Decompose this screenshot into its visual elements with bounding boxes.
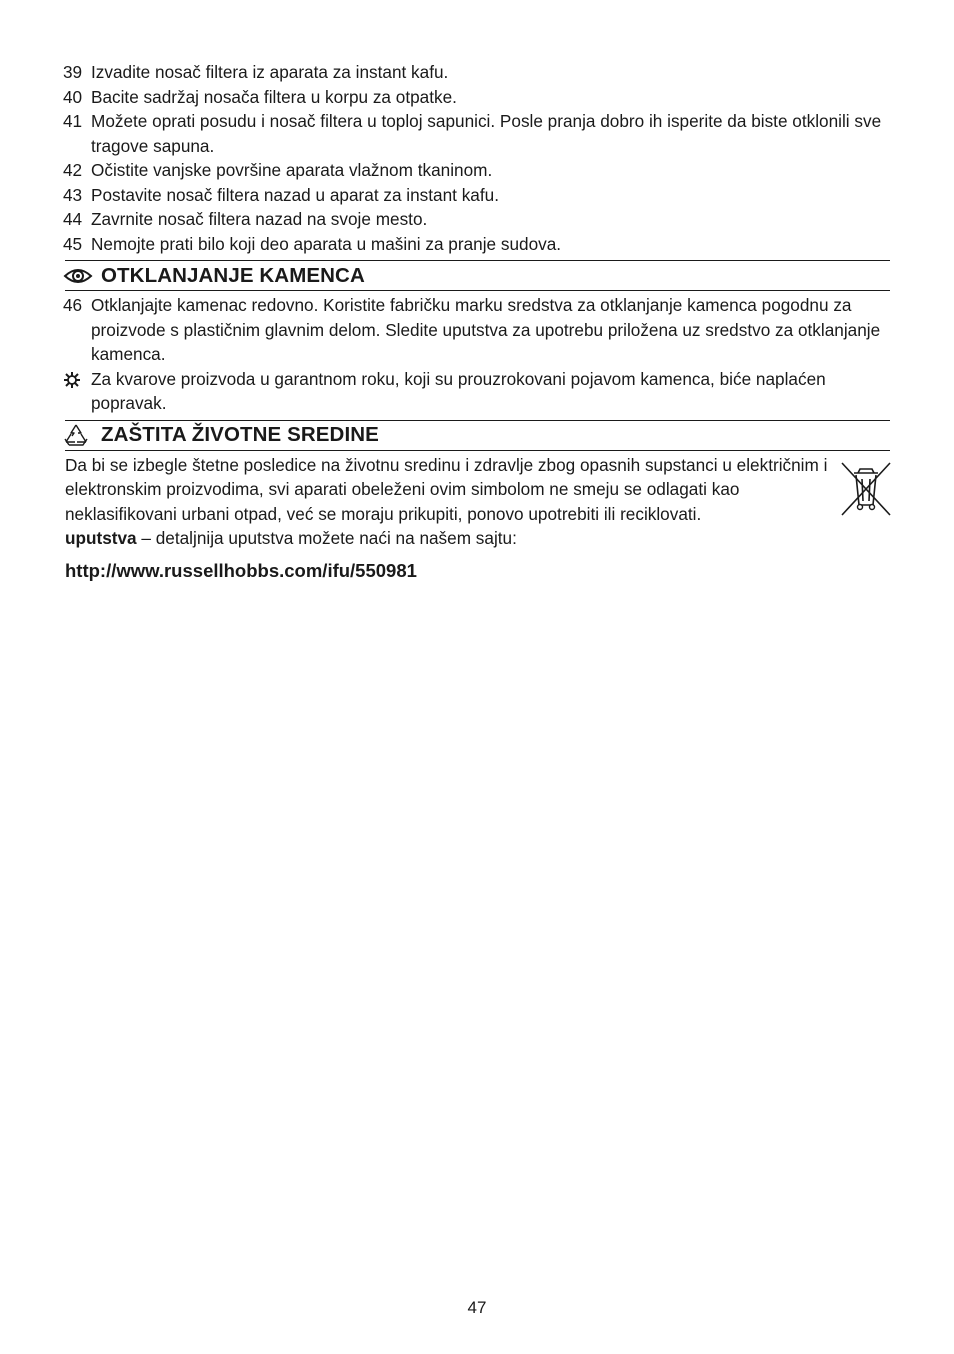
section-heading-descaling (65, 260, 890, 291)
step-number: 43 (63, 184, 83, 205)
step-number: 40 (63, 86, 83, 107)
list-item (65, 158, 890, 183)
eye-icon (63, 265, 93, 287)
step-text: Zavrnite nosač filtera nazad na svoje mesto. (91, 209, 428, 229)
list-item (65, 85, 890, 110)
step-number: 45 (63, 233, 83, 254)
warning-item (65, 367, 890, 416)
steps-list-top (65, 60, 890, 256)
list-item (65, 207, 890, 232)
step-number: 39 (63, 62, 83, 82)
section-title: ZAŠTITA ŽIVOTNE SREDINE (101, 423, 379, 446)
warning-text: Za kvarove proizvoda u garantnom roku, koji su prouzrokovani pojavom kamenca, biće naplaćen popravak. (91, 368, 826, 413)
environment-block (65, 453, 890, 582)
recycle-icon (63, 424, 93, 446)
instructions-label: uputstva (65, 528, 137, 548)
instructions-line (65, 526, 890, 551)
list-item (65, 183, 890, 208)
step-number: 46 (63, 295, 83, 315)
section-heading-environment (65, 420, 890, 451)
section-title: OTKLANJANJE KAMENCA (101, 263, 365, 287)
list-item (65, 293, 890, 367)
step-number: 44 (63, 209, 83, 229)
instructions-url-link[interactable]: http://www.russellhobbs.com/ifu/550981 (65, 559, 417, 581)
page-number: 47 (467, 1298, 487, 1317)
step-text: Otklanjajte kamenac redovno. Koristite fabričku marku sredstva za otklanjanje kamenca pogodnu za proizvode s plastičnim glavnim delom. Sledite uputstva za upotrebu priložena uz sredstvo za otklanjanje kamenca. (91, 295, 881, 364)
sun-burst-icon (63, 371, 81, 396)
list-item (65, 60, 890, 85)
step-number: 42 (63, 160, 83, 180)
step-text: Bacite sadržaj nosača filtera u korpu za otpatke. (91, 86, 457, 107)
step-text: Postavite nosač filtera nazad u aparat za instant kafu. (91, 184, 499, 205)
list-item (65, 232, 890, 257)
list-item (65, 109, 890, 158)
step-number: 41 (63, 111, 83, 131)
step-text: Izvadite nosač filtera iz aparata za instant kafu. (91, 62, 449, 82)
crossed-bin-icon (840, 461, 892, 517)
instructions-text: – detaljnija uputstva možete naći na našem sajtu: (136, 528, 517, 548)
step-text: Očistite vanjske površine aparata vlažnom tkaninom. (91, 160, 493, 180)
document-body (65, 60, 890, 582)
step-text: Možete oprati posudu i nosač filtera u toploj sapunici. Posle pranja dobro ih isperite da biste otklonili sve tragove sapuna. (91, 111, 882, 156)
step-text: Nemojte prati bilo koji deo aparata u mašini za pranje sudova. (91, 233, 562, 254)
environment-text: Da bi se izbegle štetne posledice na životnu sredinu i zdravlje zbog opasnih supstanci u električnim i elektronskim proizvodima, svi aparati obeleženi ovim simbolom ne smeju se odlagati kao neklasifikovani urbani otpad, već se moraju prikupiti, ponovo upotrebiti ili reciklovati. (65, 454, 828, 524)
